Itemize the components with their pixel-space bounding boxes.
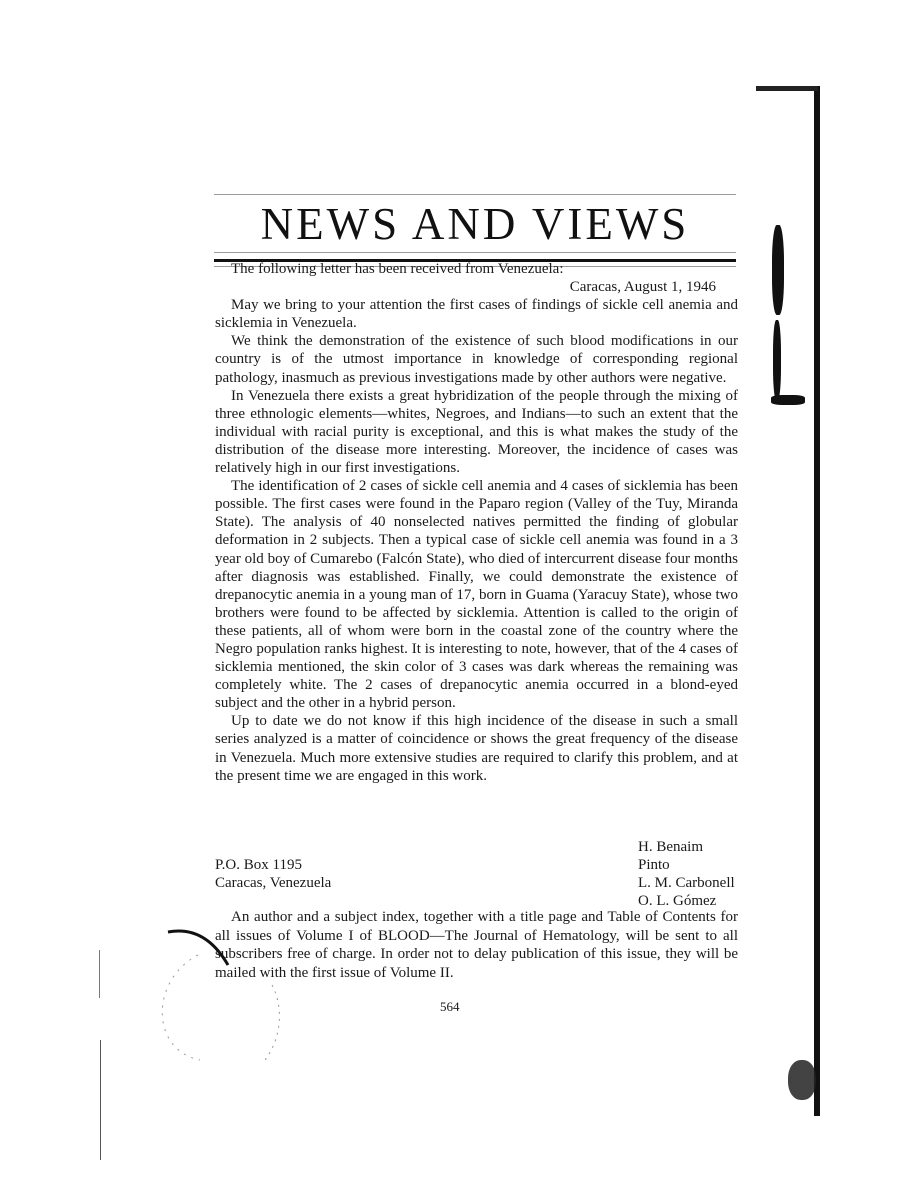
letter-dateline: Caracas, August 1, 1946: [569, 279, 716, 296]
signatory-name: H. Benaim Pinto: [638, 839, 703, 873]
signatory-name: L. M. Carbonell: [638, 875, 735, 891]
letter-paragraph: In Venezuela there exists a great hybridization of the people through the mixing of three ethnologic elements—whites, Negroes, and Indians—to such an extent that the individual with racial purity is exceptional, and this is what makes the study of the distribution of the disease more interesting. Moreover, the incidence of cases was relatively high in our first investigations.: [215, 387, 738, 477]
letter-paragraph: May we bring to your attention the first cases of findings of sickle cell anemia and sicklemia in Venezuela.: [215, 297, 738, 332]
letter-intro: The following letter has been received from Venezuela:: [231, 261, 564, 277]
signatory-name: O. L. Gómez: [638, 893, 717, 909]
index-notice-text: An author and a subject index, together with a title page and Table of Contents for all issues of Volume I of BLOOD—The Journal of Hematology, will be sent to all subscribers free of charge. In order not to delay publication of this issue, they will be mailed with the first issue of Volume II.: [215, 909, 738, 981]
address-line: P.O. Box 1195: [215, 857, 302, 873]
section-title: NEWS AND VIEWS: [260, 199, 690, 249]
letter-paragraph: Up to date we do not know if this high incidence of the disease in such a small series analyzed is a matter of coincidence or shows the great frequency of the disease in Venezuela. Much more extensive studies are required to clarify this problem, and at the present time we are engaged in this work.: [215, 713, 738, 784]
letter-paragraph: We think the demonstration of the existence of such blood modifications in our country is of the utmost importance in knowledge of corresponding regional pathology, inasmuch as previous investigations made by other authors were negative.: [215, 333, 738, 386]
page-number: 564: [440, 999, 460, 1014]
address-line: Caracas, Venezuela: [215, 875, 332, 891]
letter-paragraph: The identification of 2 cases of sickle cell anemia and 4 cases of sicklemia has been possible. The first cases were found in the Paparo region (Valley of the Tuy, Miranda State). The analysis of 40 nonselected natives permitted the finding of globular deformation in 2 subjects. Then a typical case of sickle cell anemia was found in a 3 year old boy of Cumarebo (Falcón State), who died of intercurrent disease four months after diagnosis was established. Finally, we could demonstrate the existence of drepanocytic anemia in a young man of 17, born in Guama (Yaracuy State), whose two brothers were found to be affected by sicklemia. Attention is called to the origin of these patients, all of whom were born in the coastal zone of the country where the Negro population ranks highest. It is interesting to note, however, that of the 4 cases of sicklemia mentioned, the skin color of 3 cases was dark whereas the remaining was completely white. The 2 cases of drepanocytic anemia occurred in a blond-eyed subject and the other in a hybrid person.: [215, 478, 738, 712]
